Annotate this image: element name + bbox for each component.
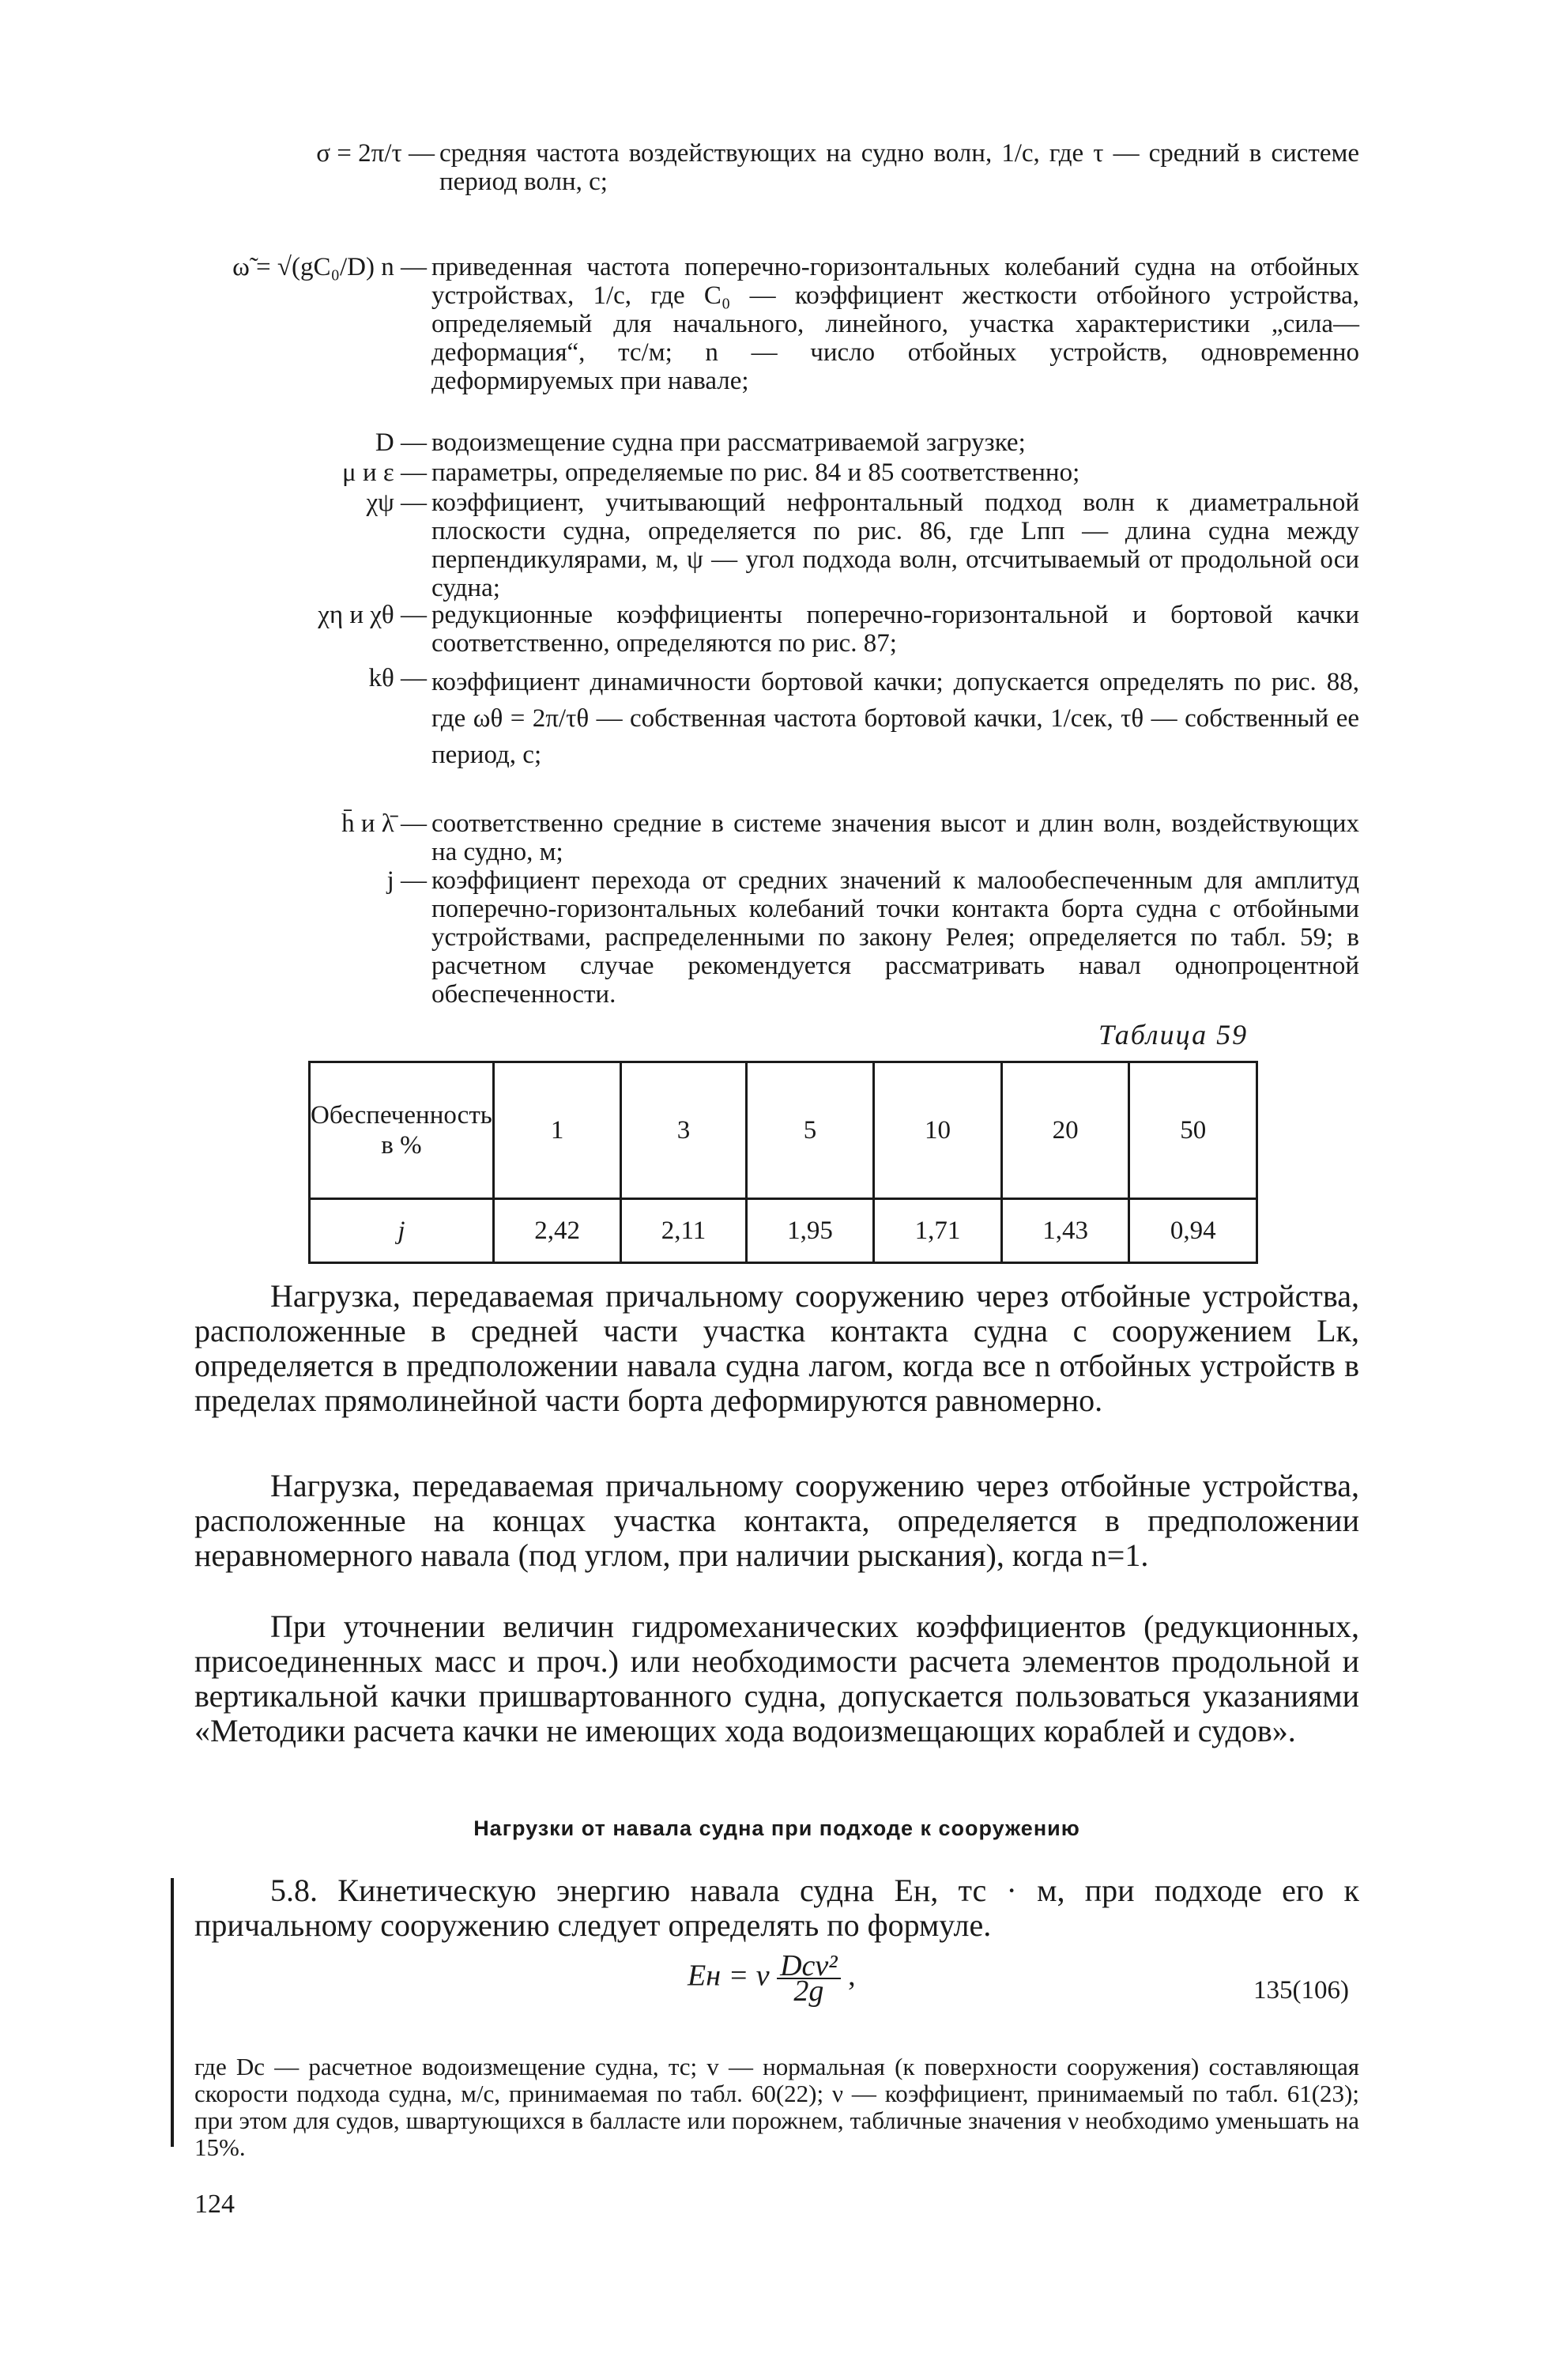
definition-text: коэффициент перехода от средних значений к малообеспеченным для амплитуд поперечно-горизонтальных колебаний точки контакта борта судна с отбойными устройствами, распределенными по закону Релея; определяется по табл. 59; в расчетном случае рекомендуется рассматривать навал однопроцентной обеспеченности.: [431, 866, 1359, 1009]
definition-symbol: χψ —: [366, 488, 427, 517]
table-cell: 1,95: [746, 1199, 874, 1263]
table-59: [308, 1061, 1258, 1264]
table-cell: 1: [493, 1062, 621, 1199]
paragraph-end-fenders: Нагрузка, передаваемая причальному сооружению через отбойные устройства, расположенные на концах участка контакта, определяется в предположении неравномерного навала (под углом, при наличии рыскания), когда n=1.: [194, 1468, 1359, 1573]
table-caption: Таблица 59: [1098, 1019, 1249, 1050]
margin-change-bar: [171, 1878, 174, 2147]
table-cell: 2,42: [493, 1199, 621, 1263]
table-row: [310, 1062, 1257, 1199]
formula-explanation: где Dc — расчетное водоизмещение судна, тс; v — нормальная (к поверхности сооружения) составляющая скорости подхода судна, м/с, принимаемая по табл. 60(22); ν — коэффициент, принимаемый по табл. 61(23); при этом для судов, швартующихся в балласте или порожнем, табличные значения ν необходимо уменьшать на 15%.: [194, 2053, 1359, 2161]
definition-text: параметры, определяемые по рис. 84 и 85 соответственно;: [431, 458, 1080, 487]
section-heading: Нагрузки от навала судна при подходе к сооружению: [473, 1816, 1080, 1840]
table-header-cell: j: [310, 1199, 494, 1263]
definition-symbol: D —: [375, 428, 427, 457]
table-cell: 50: [1129, 1062, 1257, 1199]
formula-denominator: 2g: [793, 1975, 824, 2008]
definition-symbol: kθ —: [368, 664, 427, 692]
definition-text: водоизмещение судна при рассматриваемой загрузке;: [431, 428, 1026, 457]
definition-symbol: σ = 2π/τ —: [316, 139, 435, 168]
definition-text: приведенная частота поперечно-горизонтальных колебаний судна на отбойных устройствах, 1/с, где C₀ — коэффициент жесткости отбойного устройства, определяемый для начального, линейного, участка характеристики „сила—деформация“, тс/м; n — число отбойных устройств, одновременно деформируемых при навале;: [431, 253, 1359, 395]
definition-symbol: χη и χθ —: [318, 601, 427, 629]
definition-symbol: h̄ и λ̄ —: [341, 809, 427, 838]
table-cell: 1,71: [874, 1199, 1002, 1263]
paragraph-5-8: 5.8. Кинетическую энергию навала судна Eн, тс · м, при подходе его к причальному сооружению следует определять по формуле.: [194, 1873, 1359, 1943]
paragraph-hydromechanics: При уточнении величин гидромеханических коэффициентов (редукционных, присоединенных масс и проч.) или необходимости расчета элементов продольной и вертикальной качки пришвартованного судна, допускается пользоваться указаниями «Методики расчета качки не имеющих хода водоизмещающих кораблей и судов».: [194, 1609, 1359, 1748]
page-number: 124: [194, 2190, 235, 2219]
table-cell: 2,11: [621, 1199, 746, 1263]
definition-text: средняя частота воздействующих на судно волн, 1/с, где τ — средний в системе период волн, с;: [439, 139, 1359, 196]
definition-symbol: μ и ε —: [342, 458, 427, 487]
formula-kinetic-energy: [688, 1949, 856, 2008]
table-cell: 1,43: [1001, 1199, 1129, 1263]
table-cell: 10: [874, 1062, 1002, 1199]
table-cell: 5: [746, 1062, 874, 1199]
formula-numerator: Dcv²: [777, 1954, 841, 1979]
definition-symbol: ω̃ = √(gC₀/D) n —: [232, 253, 427, 281]
definition-text: соответственно средние в системе значения высот и длин волн, воздействующих на судно, м;: [431, 809, 1359, 866]
formula-suffix: ,: [848, 1959, 856, 1993]
definition-text: коэффициент, учитывающий нефронтальный подход волн к диаметральной плоскости судна, определяется по рис. 86, где Lпп — длина судна между перпендикулярами, м, ψ — угол подхода волн, отсчитываемый от продольной оси судна;: [431, 488, 1359, 602]
table-cell: 20: [1001, 1062, 1129, 1199]
formula-fraction: [777, 1949, 841, 2008]
table-cell: 3: [621, 1062, 746, 1199]
paragraph-middle-fenders: Нагрузка, передаваемая причальному сооружению через отбойные устройства, расположенные в средней части участка контакта судна с сооружением Lк, определяется в предположении навала судна лагом, когда все n отбойных устройств в пределах прямолинейной части борта деформируются равномерно.: [194, 1278, 1359, 1418]
table-row: [310, 1199, 1257, 1263]
formula-number: 135(106): [1253, 1976, 1349, 2005]
definition-symbol: j —: [386, 866, 427, 895]
table-header-cell: Обеспеченность в %: [310, 1062, 494, 1199]
table-cell: 0,94: [1129, 1199, 1257, 1263]
definition-text: коэффициент динамичности бортовой качки; допускается определять по рис. 88, где ωθ = 2π/τθ — собственная частота бортовой качки, 1/сек, τθ — собственный ее период, с;: [431, 668, 1359, 769]
definition-text: редукционные коэффициенты поперечно-горизонтальной и бортовой качки соответственно, определяются по рис. 87;: [431, 601, 1359, 658]
formula-lhs: Eн = ν: [688, 1959, 770, 1993]
